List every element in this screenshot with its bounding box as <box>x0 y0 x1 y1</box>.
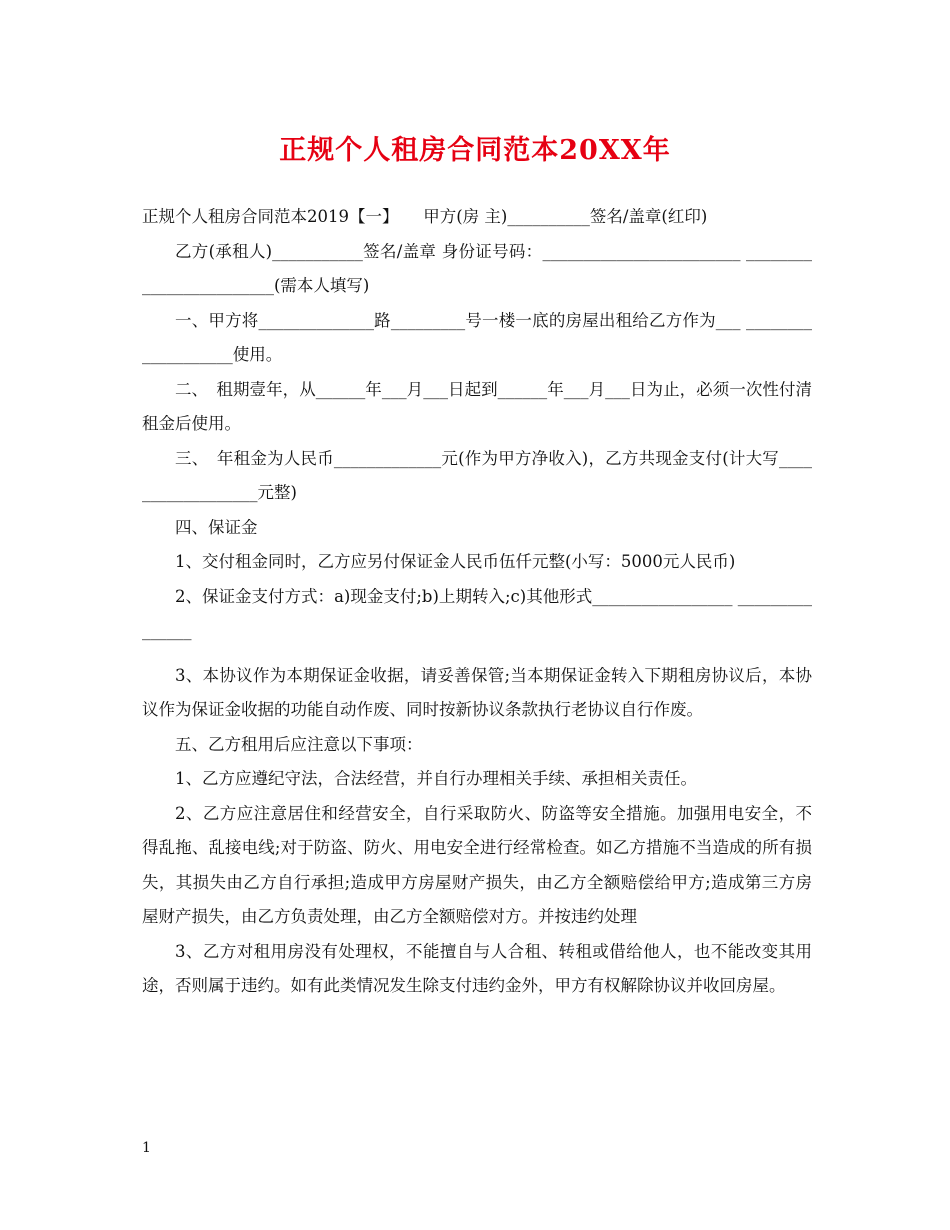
clause-4-item-2: 2、保证金支付方式：a)现金支付;b)上期转入;c)其他形式_________________ _______________ <box>142 586 812 640</box>
document-title: 正规个人租房合同范本20XX年 <box>279 135 671 166</box>
clause-4-item-3: 3、本协议作为本期保证金收据，请妥善保管;当本期保证金转入下期租房协议后，本协议作为保证金收据的功能自动作废、同时按新协议条款执行老协议自行作废。 <box>142 665 812 719</box>
clause-5-heading: 五、乙方租用后应注意以下事项： <box>175 734 423 754</box>
document-body <box>142 200 812 1004</box>
clause-3: 三、 年租金为人民币_____________元(作为甲方净收入)，乙方共现金支付(计大写__________________元整) <box>142 448 812 502</box>
clause-4-heading: 四、保证金 <box>175 517 258 537</box>
page-number: 1 <box>142 1140 151 1156</box>
party-a-line: 正规个人租房合同范本2019【一】 甲方(房 主)__________签名/盖章(红印) <box>142 207 708 226</box>
clause-4-item-1: 1、交付租金同时，乙方应另付保证金人民币伍仟元整(小写：5000元人民币) <box>175 552 736 571</box>
clause-1: 一、甲方将______________路_________号一楼一底的房屋出租给乙方作为___ ___________________使用。 <box>142 310 812 364</box>
clause-2: 二、 租期壹年，从______年___月___日起到______年___月___日为止，必须一次性付清租金后使用。 <box>142 379 812 433</box>
paragraph-gap <box>142 649 812 659</box>
party-b-line: 乙方(承租人)___________签名/盖章 身份证号码：________________________ ________________________(需本人填写) <box>142 241 812 295</box>
clause-5-item-1: 1、乙方应遵纪守法，合法经营，并自行办理相关手续、承担相关责任。 <box>175 769 697 788</box>
clause-5-item-2: 2、乙方应注意居住和经营安全，自行采取防火、防盗等安全措施。加强用电安全，不得乱拖、乱接电线;对于防盗、防火、用电安全进行经常检查。如乙方措施不当造成的所有损失，其损失由乙方自行承担;造成甲方房屋财产损失，由乙方全额赔偿给甲方;造成第三方房屋财产损失，由乙方负责处理，由乙方全额赔偿对方。并按违约处理 <box>142 803 812 926</box>
clause-5-item-3: 3、乙方对租用房没有处理权，不能擅自与人合租、转租或借给他人，也不能改变其用途，否则属于违约。如有此类情况发生除支付违约金外，甲方有权解除协议并收回房屋。 <box>142 941 812 995</box>
